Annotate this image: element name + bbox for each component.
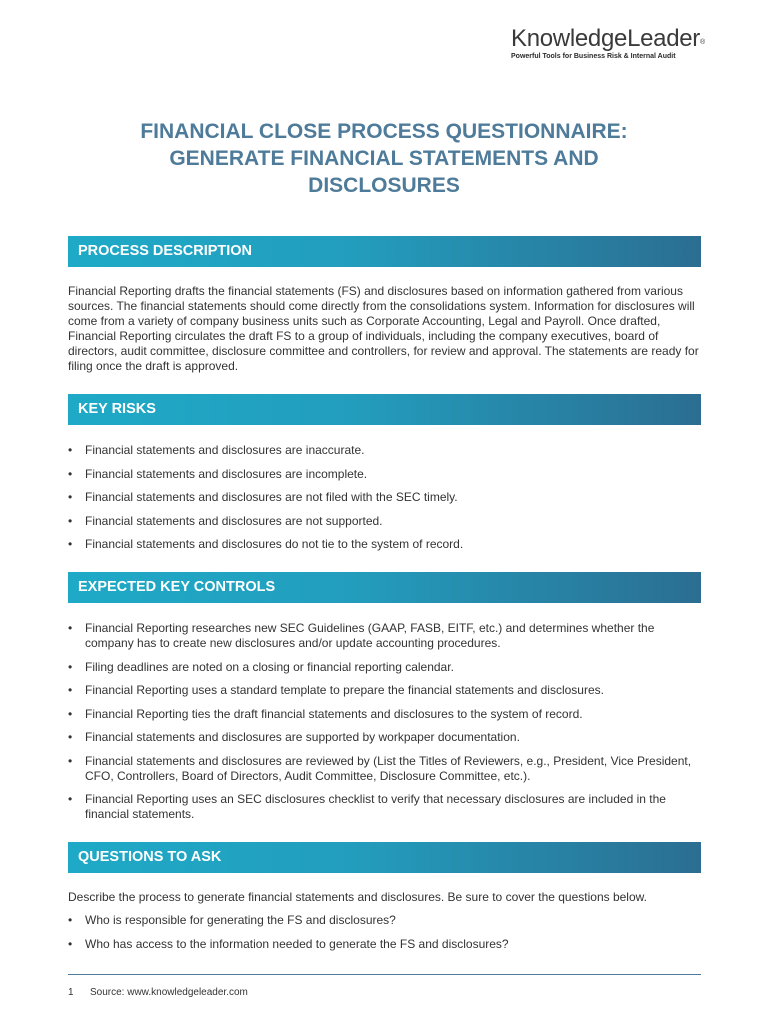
section-header-key-risks: KEY RISKS xyxy=(68,394,701,425)
section-header-process-description: PROCESS DESCRIPTION xyxy=(68,236,701,267)
list-item: • Financial statements and disclosures are not supported. xyxy=(68,514,704,529)
expected-key-controls-list xyxy=(68,621,704,831)
list-item: • Financial statements and disclosures do not tie to the system of record. xyxy=(68,537,704,552)
list-item: • Financial statements and disclosures are incomplete. xyxy=(68,467,704,482)
section-header-questions-to-ask: QUESTIONS TO ASK xyxy=(68,842,701,873)
list-item: • Financial statements and disclosures are not filed with the SEC timely. xyxy=(68,490,704,505)
list-item: • Who is responsible for generating the FS and disclosures? xyxy=(68,913,704,928)
list-item: • Financial statements and disclosures are inaccurate. xyxy=(68,443,704,458)
logo-name-part1: Knowledge xyxy=(511,25,628,52)
section-header-expected-key-controls: EXPECTED KEY CONTROLS xyxy=(68,572,701,603)
page-title: FINANCIAL CLOSE PROCESS QUESTIONNAIRE: GENERATE FINANCIAL STATEMENTS AND DISCLOSURES xyxy=(140,120,628,197)
list-item: • Financial Reporting ties the draft financial statements and disclosures to the system of record. xyxy=(68,707,704,722)
footnote-source-text: Source: www.knowledgeleader.com xyxy=(90,987,248,998)
list-item: • Financial Reporting researches new SEC Guidelines (GAAP, FASB, EITF, etc.) and determines whether the company has to create new disclosures and/or update accounting procedures. xyxy=(68,621,704,651)
list-item: • Financial Reporting uses a standard template to prepare the financial statements and disclosures. xyxy=(68,683,704,698)
key-risks-list xyxy=(68,443,704,561)
list-item: • Who has access to the information needed to generate the FS and disclosures? xyxy=(68,937,704,952)
questions-intro-text: Describe the process to generate financial statements and disclosures. Be sure to cover the questions below. xyxy=(68,890,647,904)
footnote-divider xyxy=(68,974,701,975)
list-item: • Filing deadlines are noted on a closing or financial reporting calendar. xyxy=(68,660,704,675)
process-description-text: Financial Reporting drafts the financial statements (FS) and disclosures based on information gathered from various sources. The financial statements should come directly from the consolidations system. Information for disclosures will come from a variety of company business units such as Corporate Accounting, Legal and Payroll. Once drafted, Financial Reporting circulates the draft FS to a group of individuals, including the company executives, board of directors, audit committee, disclosure committee and controllers, for review and approval. The statements are ready for filing once the draft is approved. xyxy=(68,284,699,373)
logo-tagline: Powerful Tools for Business Risk & Internal Audit xyxy=(511,53,676,60)
list-item: • Financial Reporting uses an SEC disclosures checklist to verify that necessary disclosures are included in the financial statements. xyxy=(68,792,704,822)
footnote-number: 1 xyxy=(68,987,74,998)
questions-list xyxy=(68,913,704,960)
logo-trademark: ® xyxy=(700,39,705,46)
logo-wordmark xyxy=(511,26,711,52)
list-item: • Financial statements and disclosures are reviewed by (List the Titles of Reviewers, e.g., President, Vice President, CFO, Controllers, Board of Directors, Audit Committee, Disclosure Committee, etc.). xyxy=(68,754,704,784)
footnote xyxy=(68,987,248,998)
logo-name-part2: Leader xyxy=(627,25,700,52)
knowledgeleader-logo xyxy=(511,26,711,60)
list-item: • Financial statements and disclosures are supported by workpaper documentation. xyxy=(68,730,704,745)
